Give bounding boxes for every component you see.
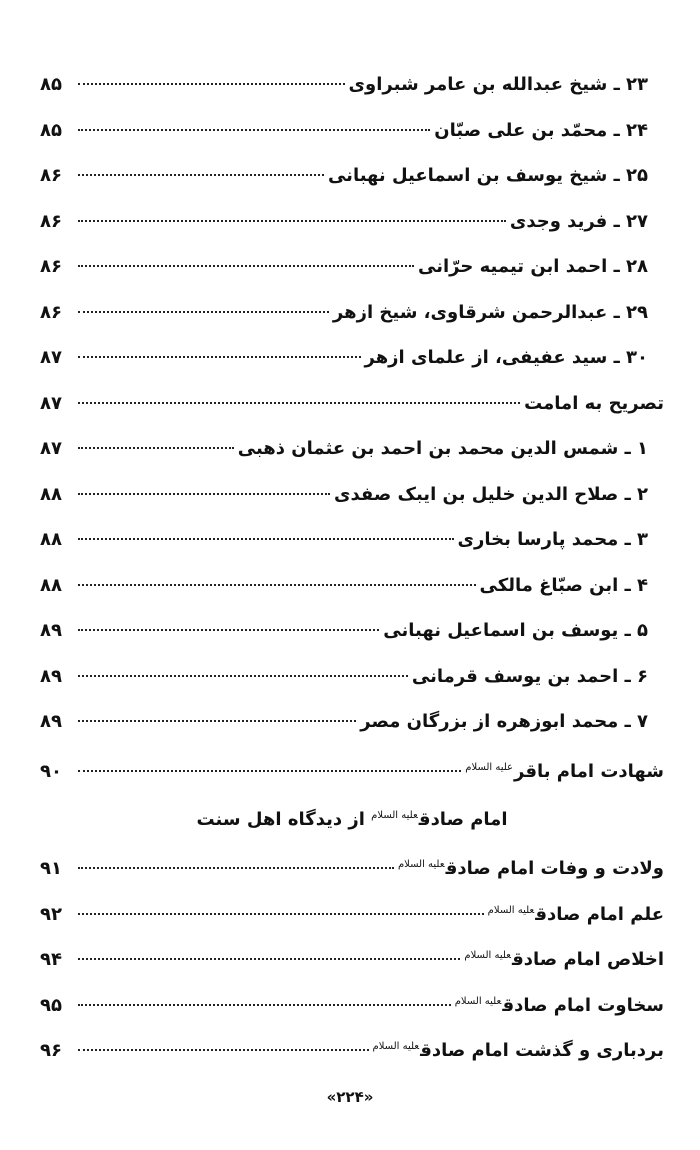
toc-entry-title-text: سخاوت امام صادق: [502, 994, 664, 1016]
toc-part-1: [40, 62, 664, 790]
toc-entry-title-text: ۲۵ ـ شیخ یوسف بن اسماعیل نهبانی: [327, 165, 648, 186]
dot-leader: [78, 83, 345, 85]
toc-entry-title-text: بردباری و گذشت امام صادق: [420, 1040, 664, 1061]
toc-entry-title: [434, 108, 664, 154]
toc-entry-page-number: ۹۴: [40, 949, 62, 970]
section-heading-text-before: امام صادق: [418, 809, 508, 830]
toc-entry-title-text: ۲۳ ـ شیخ عبدالله بن عامر شبراوی: [348, 74, 648, 95]
toc-entry-title: [510, 199, 664, 245]
dot-leader: [78, 311, 329, 313]
section-heading-text-after: از دیدگاه اهل سنت: [196, 809, 372, 830]
toc-entry-title: [412, 654, 664, 700]
dot-leader: [78, 584, 476, 586]
toc-entry-page-number: ۸۶: [40, 210, 62, 232]
toc-part-2: [40, 842, 664, 1070]
section-heading-honorific: علیه السلام: [371, 810, 418, 821]
page-number: «۲۲۴»: [326, 1088, 374, 1106]
toc-entry-title-text: ۲۹ ـ عبدالرحمن شرقاوی، شیخ ازهر: [332, 301, 648, 323]
toc-entry-title: [333, 290, 664, 336]
toc-entry-page-number: ۹۰: [40, 760, 62, 782]
toc-entry: [40, 517, 664, 563]
toc-entry-page-number: ۸۶: [40, 301, 62, 323]
toc-entry-page-number: ۹۲: [40, 903, 62, 925]
dot-leader: [78, 538, 454, 540]
toc-entry-title-text: شهادت امام باقر: [514, 760, 664, 782]
toc-entry-title: [488, 888, 664, 938]
toc-entry-title-text: ۳۰ ـ سید عفیفی، از علمای ازهر: [364, 347, 648, 368]
toc-entry: [40, 699, 664, 745]
toc-entry: [40, 199, 664, 245]
dot-leader: [78, 356, 361, 358]
toc-entry-page-number: ۸۸: [40, 574, 62, 596]
dot-leader: [78, 629, 379, 631]
toc-entry: [40, 426, 664, 472]
toc-entry-title: [365, 335, 665, 381]
toc-entry-title: [464, 933, 664, 983]
toc-entry-title-text: ۴ ـ ابن صبّاغ مالکی: [479, 574, 648, 596]
toc-entry-title: [360, 699, 664, 745]
toc-entry-title: [238, 426, 664, 472]
toc-entry-page-number: ۸۵: [40, 119, 62, 141]
table-of-contents: [40, 62, 664, 1070]
toc-entry-page-number: ۹۱: [40, 858, 62, 879]
toc-entry-title: [465, 745, 664, 795]
toc-entry-title: [334, 472, 664, 518]
toc-entry-page-number: ۸۸: [40, 483, 62, 505]
toc-entry: [40, 888, 664, 934]
dot-leader: [78, 770, 461, 772]
toc-entry-honorific: علیه السلام: [464, 950, 511, 961]
toc-entry-page-number: ۸۵: [40, 74, 62, 95]
toc-entry: [40, 563, 664, 609]
toc-entry-title-text: ۶ ـ احمد بن یوسف قرمانی: [411, 665, 648, 687]
toc-entry-title: [418, 244, 664, 290]
toc-entry: [40, 933, 664, 979]
dot-leader: [78, 447, 234, 449]
toc-entry: [40, 335, 664, 381]
toc-entry-title: [398, 842, 664, 892]
dot-leader: [78, 265, 414, 267]
toc-entry: [40, 381, 664, 427]
dot-leader: [78, 402, 520, 404]
dot-leader: [78, 913, 484, 915]
dot-leader: [78, 1049, 369, 1051]
toc-entry-title: [328, 153, 664, 199]
toc-entry: [40, 244, 664, 290]
toc-entry-page-number: ۸۷: [40, 438, 62, 459]
toc-entry: [40, 654, 664, 700]
toc-entry-title-text: تصریح به امامت: [524, 392, 664, 414]
toc-entry: [40, 108, 664, 154]
toc-entry-page-number: ۸۶: [40, 165, 62, 186]
toc-entry-title-text: ۲۷ ـ فرید وجدی: [509, 210, 648, 232]
toc-entry: [40, 1024, 664, 1070]
toc-entry-page-number: ۸۹: [40, 711, 62, 732]
toc-entry-honorific: علیه السلام: [454, 995, 502, 1007]
toc-entry-title-text: علم امام صادق: [535, 903, 664, 925]
toc-entry-title-text: ۲۸ ـ احمد ابن تیمیه حرّانی: [418, 256, 648, 277]
toc-entry-honorific: علیه السلام: [465, 761, 514, 773]
toc-entry-title-text: ۲۴ ـ محمّد بن علی صبّان: [434, 119, 648, 141]
toc-entry-honorific: علیه السلام: [372, 1041, 420, 1052]
dot-leader: [78, 493, 330, 495]
toc-entry: [40, 62, 664, 108]
dot-leader: [78, 675, 408, 677]
toc-entry-title-text: اخلاص امام صادق: [512, 949, 664, 970]
toc-entry-honorific: علیه السلام: [487, 904, 535, 916]
toc-entry-honorific: علیه السلام: [397, 859, 445, 870]
toc-entry: [40, 290, 664, 336]
toc-entry-title-text: ۱ ـ شمس الدین محمد بن احمد بن عثمان ذهبی: [237, 438, 648, 459]
toc-entry-title-text: ۳ ـ محمد پارسا بخاری: [457, 529, 648, 550]
dot-leader: [78, 1004, 451, 1006]
toc-entry: [40, 745, 664, 791]
toc-entry-page-number: ۹۶: [40, 1040, 62, 1061]
toc-entry-page-number: ۸۹: [40, 620, 62, 641]
toc-entry: [40, 472, 664, 518]
dot-leader: [78, 174, 324, 176]
toc-entry-page-number: ۸۹: [40, 665, 62, 687]
section-heading: [40, 790, 664, 842]
toc-entry: [40, 153, 664, 199]
toc-entry-title: [373, 1024, 665, 1074]
toc-entry-title: [480, 563, 664, 609]
toc-entry-page-number: ۸۷: [40, 392, 62, 414]
toc-entry-title-text: ۲ ـ صلاح الدین خلیل بن ایبک صفدی: [334, 483, 648, 505]
toc-entry-title-text: ۷ ـ محمد ابوزهره از بزرگان مصر: [360, 711, 648, 732]
dot-leader: [78, 867, 394, 869]
toc-entry: [40, 608, 664, 654]
toc-entry-title-text: ولادت و وفات امام صادق: [445, 858, 664, 879]
dot-leader: [78, 720, 356, 722]
dot-leader: [78, 958, 460, 960]
toc-entry: [40, 979, 664, 1025]
toc-entry-title: [349, 62, 664, 108]
toc-entry-title: [458, 517, 665, 563]
toc-entry-page-number: ۸۷: [40, 347, 62, 368]
toc-entry-page-number: ۸۶: [40, 256, 62, 277]
toc-entry-title: [383, 608, 664, 654]
toc-entry: [40, 842, 664, 888]
toc-entry-title: [524, 381, 664, 427]
dot-leader: [78, 129, 430, 131]
toc-entry-title: [455, 979, 664, 1029]
toc-entry-page-number: ۹۵: [40, 994, 62, 1016]
toc-entry-title-text: ۵ ـ یوسف بن اسماعیل نهبانی: [383, 620, 648, 641]
dot-leader: [78, 220, 506, 222]
toc-entry-page-number: ۸۸: [40, 529, 62, 550]
